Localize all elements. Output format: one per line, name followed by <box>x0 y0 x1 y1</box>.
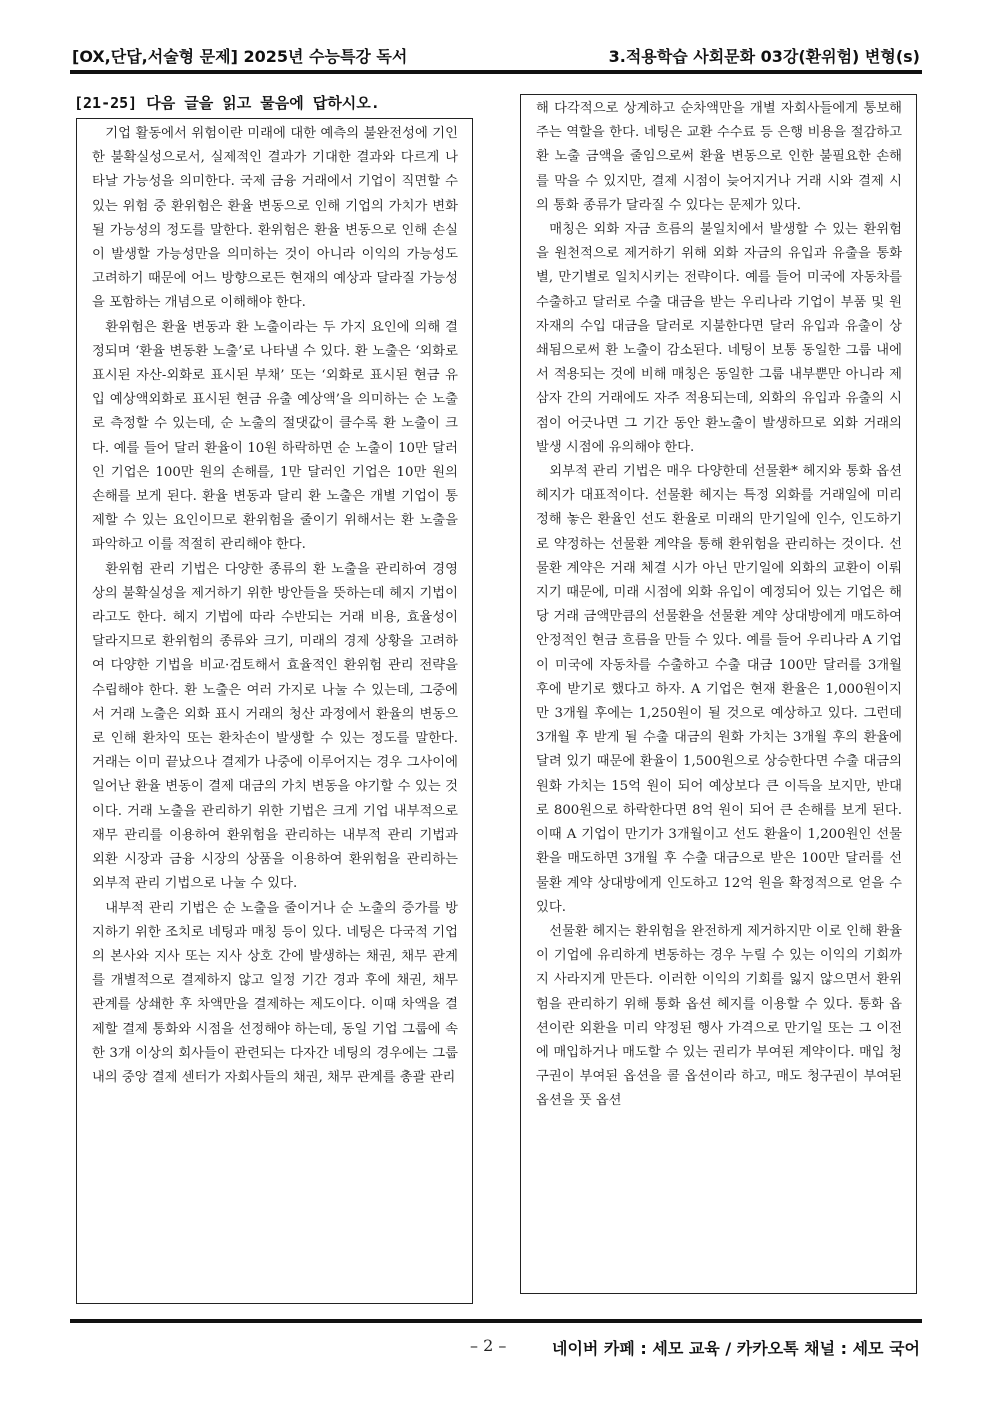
passage-paragraph: 선물환 헤지는 환위험을 완전하게 제거하지만 이로 인해 환율이 기업에 유리하게 변동하는 경우 누릴 수 있는 이익의 기회까지 사라지게 만든다. 이러한 이익의 기회를 잃지 않으면서 환위험을 관리하기 위해 통화 옵션 헤지를 이용할 수 있다. 통화 옵션이란 외환을 미리 약정된 행사 가격으로 만기일 또는 그 이전에 매입하거나 매도할 수 있는 권리가 부여된 계약이다. 매입 청구권이 부여된 옵션을 콜 옵션이라 하고, 매도 청구권이 부여된 옵션을 풋 옵션 <box>536 923 902 1109</box>
page-number: – 2 – <box>470 1336 507 1355</box>
passage-box-left <box>76 118 473 1304</box>
footer-divider <box>70 1319 922 1323</box>
passage-paragraph: 환위험 관리 기법은 다양한 종류의 환 노출을 관리하여 경영상의 불확실성을 제거하기 위한 방안들을 뜻하는데 헤지 기법이라고도 한다. 헤지 기법에 따라 수반되는 거래 비용, 효율성이 달라지므로 환위험의 종류와 크기, 미래의 경제 상황을 고려하여 다양한 기법을 비교·검토해서 효율적인 환위험 관리 전략을 수립해야 한다. 환 노출은 여러 가지로 나눌 수 있는데, 그중에서 거래 노출은 외화 표시 거래의 청산 과정에서 환율의 변동으로 인해 환차익 또는 환차손이 발생할 수 있는 정도를 말한다. 거래는 이미 끝났으나 결제가 나중에 이루어지는 경우 그사이에 일어난 환율 변동이 결제 대금의 가치 변동을 야기할 수 있는 것이다. 거래 노출을 관리하기 위한 기법은 크게 기업 내부적으로 재무 관리를 이용하여 환위험을 관리하는 내부적 관리 기법과 외환 시장과 금융 시장의 상품을 이용하여 환위험을 관리하는 외부적 관리 기법으로 나눌 수 있다. <box>92 561 458 892</box>
header-divider <box>70 70 922 74</box>
passage-paragraph: 기업 활동에서 위험이란 미래에 대한 예측의 불완전성에 기인한 불확실성으로서, 실제적인 결과가 기대한 결과와 다르게 나타날 가능성을 의미한다. 국제 금융 거래에서 기업이 직면할 수 있는 위험 중 환위험은 환율 변동으로 인해 기업의 가치가 변화될 가능성의 정도를 말한다. 환위험은 환율 변동으로 인해 손실이 발생할 가능성만을 의미하는 것이 아니라 이익의 가능성도 고려하기 때문에 어느 방향으로든 현재의 예상과 달라질 가능성을 포함하는 개념으로 이해해야 한다. <box>92 126 458 311</box>
passage-paragraph: 해 다각적으로 상계하고 순차액만을 개별 자회사들에게 통보해 주는 역할을 한다. 네팅은 교환 수수료 등 은행 비용을 절감하고 환 노출 금액을 줄임으로써 환율 변동으로 인한 불필요한 손해를 막을 수 있지만, 결제 시점이 늦어지거나 거래 시와 결제 시의 통화 종류가 달라질 수 있다는 문제가 있다. <box>536 101 902 213</box>
question-instruction: [21-25] 다음 글을 읽고 물음에 답하시오. <box>74 94 380 112</box>
header-title-right: 3.적용학습 사회문화 03강(환위험) 변형(s) <box>608 47 920 66</box>
passage-box-right <box>520 94 917 1294</box>
passage-paragraph: 외부적 관리 기법은 매우 다양한데 선물환* 헤지와 통화 옵션 헤지가 대표적이다. 선물환 헤지는 특정 외화를 거래일에 미리 정해 놓은 환율인 선도 환율로 미래의 만기일에 인수, 인도하기로 약정하는 선물환 계약을 통해 환위험을 관리하는 것이다. 선물환 계약은 거래 체결 시가 아닌 만기일에 외화의 교환이 이뤄지기 때문에, 미래 시점에 외화 유입이 예정되어 있는 기업은 해당 거래 금액만큼의 선물환을 선물환 계약 상대방에게 매도하여 안정적인 현금 흐름을 만들 수 있다. 예를 들어 우리나라 A 기업이 미국에 자동차를 수출하고 수출 대금 100만 달러를 3개월 후에 받기로 했다고 하자. A 기업은 현재 환율은 1,000원이지만 3개월 후에는 1,250원이 될 것으로 예상하고 있다. 그런데 3개월 후 받게 될 수출 대금의 원화 가치는 3개월 후의 환율에 달려 있기 때문에 환율이 1,500원으로 상승한다면 수출 대금의 원화 가치는 15억 원이 되어 예상보다 큰 이득을 보지만, 반대로 800원으로 하락한다면 8억 원이 되어 큰 손해를 보게 된다. 이때 A 기업이 만기가 3개월이고 선도 환율이 1,200원인 선물환을 매도하면 3개월 후 수출 대금으로 받은 100만 달러를 선물환 계약 상대방에게 인도하고 12억 원을 확정적으로 얻을 수 있다. <box>536 464 902 915</box>
header-title-left: [OX,단답,서술형 문제] 2025년 수능특강 독서 <box>72 47 408 66</box>
passage-paragraph: 환위험은 환율 변동과 환 노출이라는 두 가지 요인에 의해 결정되며 ‘환율 변동환 노출’로 나타낼 수 있다. 환 노출은 ‘외화로 표시된 자산-외화로 표시된 부채’ 또는 ‘외화로 표시된 현금 유입 예상액외화로 표시된 현금 유출 예상액’을 의미하는 순 노출로 측정할 수 있는데, 순 노출의 절댓값이 클수록 환 노출이 크다. 예를 들어 달러 환율이 10원 하락하면 순 노출이 10만 달러인 기업은 100만 원의 손해를, 1만 달러인 기업은 10만 원의 손해를 보게 된다. 환율 변동과 달리 환 노출은 개별 기업이 통제할 수 있는 요인이므로 환위험을 줄이기 위해서는 환 노출을 파악하고 이를 적절히 관리해야 한다. <box>92 319 458 553</box>
passage-paragraph: 내부적 관리 기법은 순 노출을 줄이거나 순 노출의 증가를 방지하기 위한 조치로 네팅과 매칭 등이 있다. 네팅은 다국적 기업의 본사와 지사 또는 지사 상호 간에 발생하는 채권, 채무 관계를 개별적으로 결제하지 않고 일정 기간 경과 후에 채권, 채무 관계를 상쇄한 후 차액만을 결제하는 제도이다. 이때 차액을 결제할 결제 통화와 시점을 선정해야 하는데, 동일 기업 그룹에 속한 3개 이상의 회사들이 관련되는 다자간 네팅의 경우에는 그룹 내의 중앙 결제 센터가 자회사들의 채권, 채무 관계를 총괄 관리 <box>92 900 458 1085</box>
footer-contact: 네이버 카페 : 세모 교육 / 카카오톡 채널 : 세모 국어 <box>551 1339 920 1358</box>
passage-paragraph: 매칭은 외화 자금 흐름의 불일치에서 발생할 수 있는 환위험을 원천적으로 제거하기 위해 외화 자금의 유입과 유출을 통화별, 만기별로 일치시키는 전략이다. 예를 들어 미국에 자동차를 수출하고 달러로 수출 대금을 받는 우리나라 기업이 부품 및 원자재의 수입 대금을 달러로 지불한다면 달러 유입과 유출이 상쇄됨으로써 환 노출이 감소된다. 네팅이 보통 동일한 그룹 내에서 적용되는 것에 비해 매칭은 동일한 그룹 내부뿐만 아니라 제삼자 간의 거래에도 자주 적용되는데, 외화의 유입과 유출의 시점이 어긋나면 그 기간 동안 환노출이 발생하므로 외화 거래의 발생 시점에 유의해야 한다. <box>536 222 902 455</box>
